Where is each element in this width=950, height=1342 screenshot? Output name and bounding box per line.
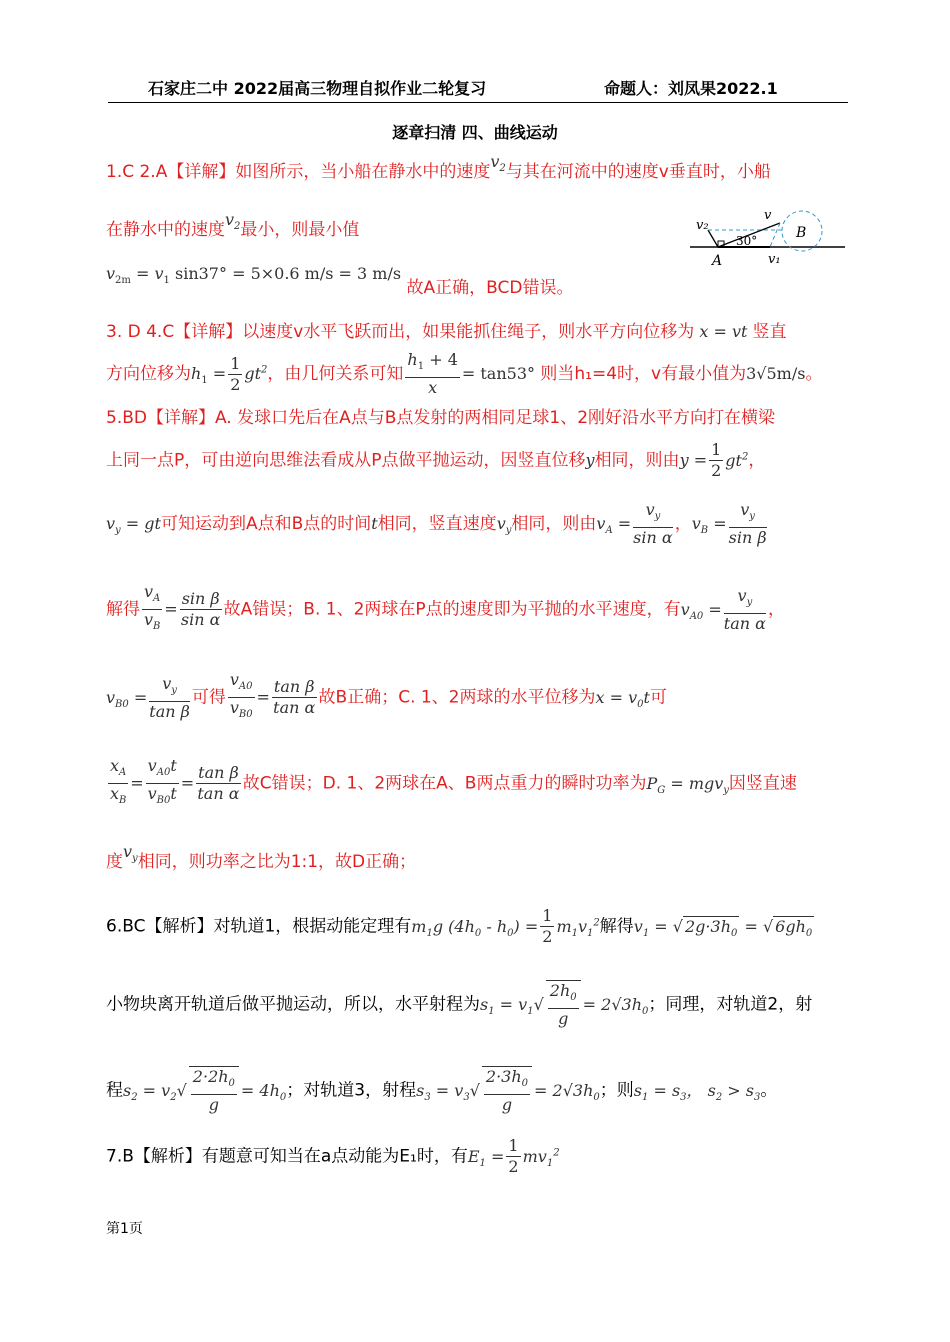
- q3-line2: 方向位移为$h_1$ = $\frac{1}{2}$ $gt^2$，由几何关系可知 $\frac{h_1 + 4}{x}$ = tan53° 则当h₁=4时，v有最小值为3√5m/s。: [106, 350, 823, 398]
- section-title: 逐章扫清 四、曲线运动: [392, 123, 558, 142]
- svg-text:v: v: [764, 208, 772, 223]
- q6-line2: 小物块离开轨道后做平抛运动，所以，水平射程为$s_1 = v_1√$ $\frac{2h_0}{g}$ = $2√3h_0$；同理，对轨道2，射: [106, 981, 813, 1029]
- q3-line1: 3. D 4.C【详解】以速度v水平飞跃而出，如果能抓住绳子，则水平方向位移为 x = vt 竖直: [106, 322, 787, 342]
- q5-line7: 度$v_y$相同，则功率之比为1:1，故D正确；: [106, 842, 417, 872]
- q6-line3: 程$s_2 = v_2√$ $\frac{2\cdot 2h_0}{g}$ = $4h_0$；对轨道3，射程$s_3 = v_3√$ $\frac{2\cdot 3h_0}{g}$ = $2√3h_0$；则$s_1 = s_3$， $s_2 > s_3$。: [106, 1067, 778, 1115]
- q5-line6: $\frac{x_A}{x_B}$ = $\frac{v_{A0}t}{v_{B0}t}$ = $\frac{\text{tan β}}{\text{tan α}}$ 故C错误；D. 1、2两球在A、B两点重力的瞬时功率为$P_G = mgv_y$因竖直速: [109, 756, 797, 807]
- q5-line2: 上同一点P，可由逆向思维法看成从P点做平抛运动，因竖直位移y相同，则由y = $\frac{1}{2}$ $gt^2$，: [106, 440, 766, 480]
- q1-line1: 1.C 2.A【详解】如图所示，当小船在静水中的速度$v_2$与其在河流中的速度v垂直时，小船: [106, 152, 771, 182]
- q5-line4: 解得 $\frac{v_A}{v_B}$ = $\frac{\text{sin β}}{\text{sin α}}$ 故A错误；B. 1、2两球在P点的速度即为平抛的水平速度，有$v_{A0}$ = $\frac{v_y}{\text{tan α}}$ ，: [106, 582, 785, 633]
- svg-text:A: A: [712, 253, 723, 269]
- svg-text:B: B: [796, 225, 807, 241]
- page-number: 第1页: [106, 1221, 143, 1237]
- q1-line2: 在静水中的速度$v_2$最小，则最小值: [106, 210, 360, 240]
- header-right: 命题人：刘凤果2022.1: [604, 79, 778, 98]
- q1-line3: $v_{2m} = v_1$ sin37° = 5×0.6 m/s = 3 m/s 故A正确，BCD错误。: [106, 264, 574, 298]
- svg-text:30°: 30°: [736, 234, 758, 248]
- q5-line5: $v_{B0}$ = $\frac{v_y}{\text{tan β}}$ 可得 $\frac{v_{A0}}{v_{B0}}$ = $\frac{\text{tan β}}{\text{tan α}}$ 故B正确；C. 1、2两球的水平位移为$x = v_0t$可: [106, 670, 667, 721]
- q5-line3: $v_y$ = gt可知运动到A点和B点的时间t相同，竖直速度$v_y$相同，则由$v_A$ = $\frac{v_y}{\text{sin α}}$ ，$v_B$ = $\frac{v_y}{\text{sin β}}$: [106, 500, 767, 548]
- q6-line1: 6.BC【解析】对轨道1，根据动能定理有$m_1g$ $(4h_0 - h_0)$ = $\frac{1}{2}$ $m_1v_1^2$解得$v_1$ = √ $2g\cdot 3h_0$ = √ $6gh_0$: [106, 906, 813, 946]
- svg-text:v₂: v₂: [696, 218, 709, 233]
- header-left: 石家庄二中 2022届高三物理自拟作业二轮复习: [148, 79, 487, 98]
- q7-line1: 7.B【解析】有题意可知当在a点动能为E₁时，有$E_1$ = $\frac{1}{2}$ $mv_1^2$: [106, 1136, 560, 1176]
- page-header: [108, 76, 848, 103]
- boat-diagram: [690, 205, 850, 275]
- svg-text:v₁: v₁: [768, 252, 781, 267]
- q5-line1: 5.BD【详解】A. 发球口先后在A点与B点发射的两相同足球1、2刚好沿水平方向打在横梁: [106, 408, 776, 428]
